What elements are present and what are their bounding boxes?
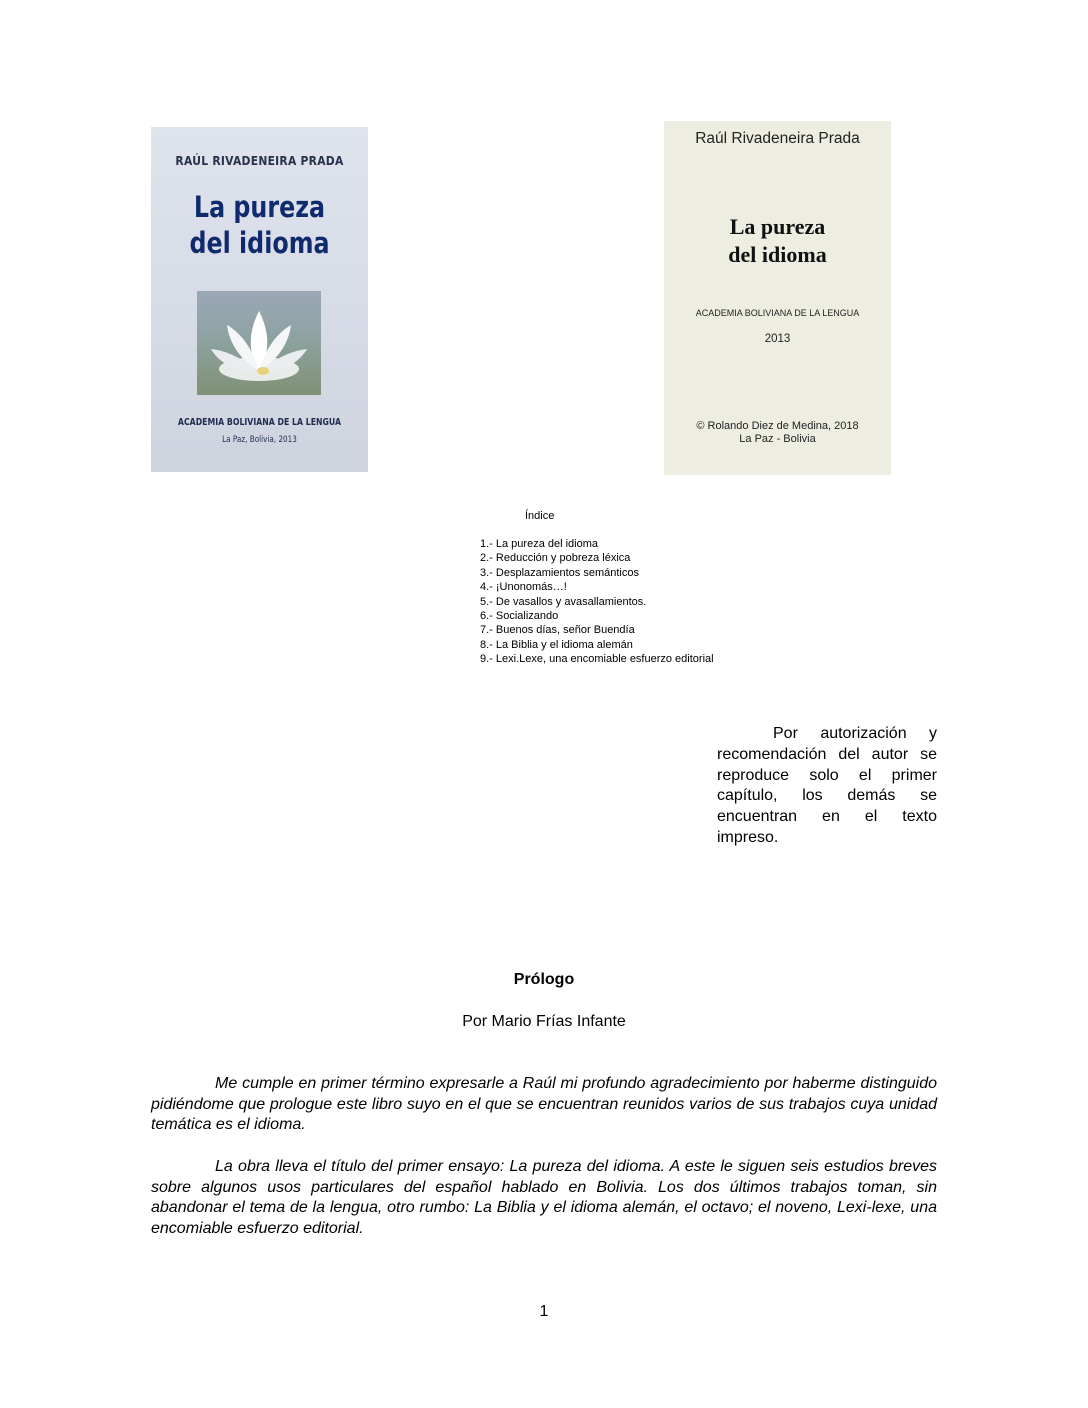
lotus-flower-image: [197, 291, 321, 395]
index-list: [480, 537, 714, 667]
title-page: [664, 121, 891, 475]
cover-title: [171, 189, 349, 261]
title-page-year: 2013: [764, 333, 791, 345]
prologue-author: Por Mario Frías Infante: [462, 1013, 626, 1030]
title-page-copyright: © Rolando Diez de Medina, 2018: [696, 420, 859, 432]
cover-place: La Paz, Bolivia, 2013: [222, 435, 297, 445]
authorization-note: Por autorización y recomendación del autor se reproduce solo el primer capítulo, los demás se encuentran en el texto impreso.: [717, 725, 937, 846]
index-item: 9.- Lexi.Lexe, una encomiable esfuerzo editorial: [480, 653, 714, 666]
index-item: 8.- La Biblia y el idioma alemán: [480, 638, 633, 651]
title-page-title-line1: La pureza: [729, 214, 826, 239]
cover-title-line1: La pureza: [193, 190, 326, 224]
title-page-copyright-block: [664, 420, 891, 446]
page-number: 1: [539, 1303, 549, 1320]
cover-author: RAÚL RIVADENEIRA PRADA: [175, 153, 344, 168]
index-item: 6.- Socializando: [480, 610, 559, 623]
title-page-title: [664, 213, 891, 269]
index-item: 7.- Buenos días, señor Buendía: [480, 624, 635, 637]
title-page-author: Raúl Rivadeneira Prada: [695, 130, 860, 147]
prologue-title: Prólogo: [513, 971, 575, 988]
cover-photo: [151, 127, 368, 472]
prologue-paragraph: Me cumple en primer término expresarle a Raúl mi profundo agradecimiento por haberme distinguido pidiéndome que prologue este libro suyo en el que se encuentran reunidos varios de sus trabajos cuya unidad temática es el idioma.: [151, 1075, 937, 1133]
index-item: 4.- ¡Unonomás…!: [480, 581, 567, 594]
index-heading: Índice: [525, 510, 555, 522]
cover-academy: ACADEMIA BOLIVIANA DE LA LENGUA: [177, 417, 342, 428]
index-item: 5.- De vasallos y avasallamientos.: [480, 595, 647, 608]
title-page-location: La Paz - Bolivia: [739, 433, 816, 445]
prologue-paragraph: La obra lleva el título del primer ensayo: La pureza del idioma. A este le siguen seis estudios breves sobre algunos usos particulares del español hablado en Bolivia. Los dos últimos trabajos toman, sin abandonar el tema de la lengua, otro rumbo: La Biblia y el idioma alemán, el octavo; el noveno, Lexi-lexe, una encomiable esfuerzo editorial.: [151, 1158, 937, 1237]
index-item: 3.- Desplazamientos semánticos: [480, 566, 639, 579]
index-item: 1.- La pureza del idioma: [480, 538, 599, 550]
index-item: 2.- Reducción y pobreza léxica: [480, 552, 631, 565]
title-page-title-line2: del idioma: [728, 242, 827, 267]
title-page-academy: ACADEMIA BOLIVIANA DE LA LENGUA: [695, 308, 860, 318]
cover-title-line2: del idioma: [189, 226, 330, 260]
